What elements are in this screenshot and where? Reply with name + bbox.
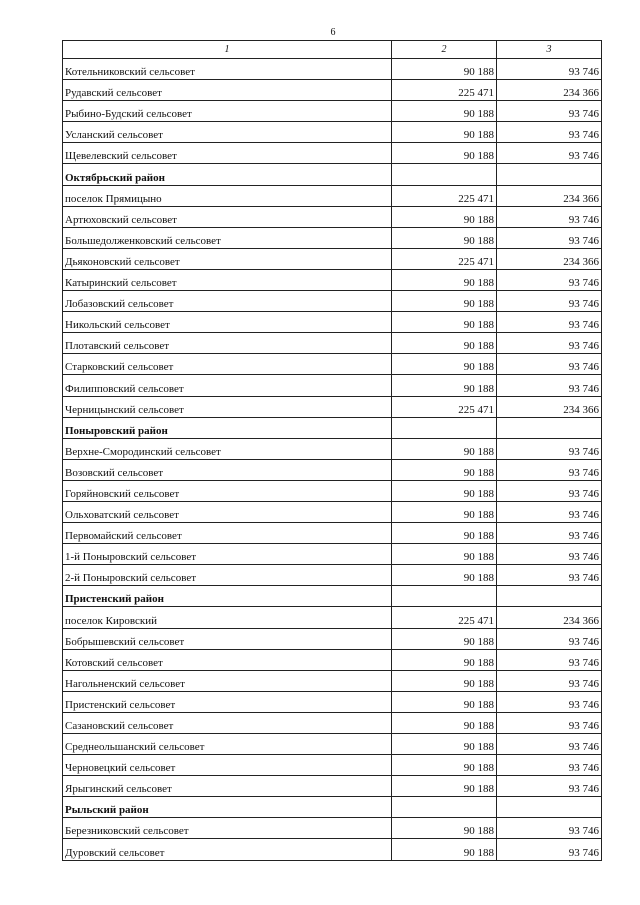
row-value-col3: 234 366 [497,185,602,206]
row-value-col2: 90 188 [392,459,497,480]
row-value-col3: 93 746 [497,565,602,586]
row-value-col3: 93 746 [497,480,602,501]
row-value-col3: 93 746 [497,227,602,248]
row-name-cell: Старковский сельсовет [63,354,392,375]
row-value-col2: 90 188 [392,628,497,649]
row-value-col2: 90 188 [392,649,497,670]
table-row [63,818,602,839]
row-value-col2: 90 188 [392,565,497,586]
row-value-col3 [497,586,602,607]
row-value-col3: 93 746 [497,755,602,776]
table-row [63,80,602,101]
row-value-col3: 93 746 [497,839,602,860]
header-row [63,41,602,59]
row-name-cell: Ольховатский сельсовет [63,501,392,522]
table-row [63,734,602,755]
row-value-col3: 93 746 [497,691,602,712]
row-value-col2: 90 188 [392,354,497,375]
row-value-col3: 93 746 [497,501,602,522]
row-name-cell: Пристенский сельсовет [63,691,392,712]
row-value-col3: 93 746 [497,354,602,375]
row-value-col3 [497,164,602,185]
column-header-3: 3 [497,41,602,59]
row-name-cell: Черновецкий сельсовет [63,755,392,776]
row-name-cell: Возовский сельсовет [63,459,392,480]
row-value-col2: 90 188 [392,480,497,501]
row-value-col3: 234 366 [497,396,602,417]
row-name-cell: Усланский сельсовет [63,122,392,143]
row-name-cell: Плотавский сельсовет [63,333,392,354]
row-value-col2 [392,797,497,818]
row-name-cell: Нагольненский сельсовет [63,670,392,691]
row-value-col2: 90 188 [392,59,497,80]
row-value-col2: 225 471 [392,396,497,417]
row-value-col3: 93 746 [497,269,602,290]
row-name-cell: Черницынский сельсовет [63,396,392,417]
row-value-col2: 225 471 [392,607,497,628]
row-name-cell: Горяйновский сельсовет [63,480,392,501]
row-value-col3: 93 746 [497,375,602,396]
row-value-col2: 90 188 [392,101,497,122]
row-value-col2: 225 471 [392,80,497,101]
row-value-col3 [497,797,602,818]
district-row [63,417,602,438]
row-value-col2: 90 188 [392,544,497,565]
row-name-cell: Лобазовский сельсовет [63,291,392,312]
row-value-col3: 93 746 [497,628,602,649]
table-row [63,776,602,797]
table-row [63,122,602,143]
row-value-col3: 93 746 [497,459,602,480]
row-value-col2: 90 188 [392,755,497,776]
row-value-col2: 90 188 [392,712,497,733]
column-header-2: 2 [392,41,497,59]
row-value-col2: 90 188 [392,670,497,691]
table-row [63,755,602,776]
district-row [63,164,602,185]
row-value-col2: 90 188 [392,501,497,522]
row-name-cell: Среднеольшанский сельсовет [63,734,392,755]
row-name-cell: Артюховский сельсовет [63,206,392,227]
table-row [63,523,602,544]
row-value-col2: 90 188 [392,375,497,396]
row-value-col3: 93 746 [497,122,602,143]
row-value-col2 [392,586,497,607]
row-value-col2: 90 188 [392,333,497,354]
row-value-col3: 93 746 [497,206,602,227]
row-value-col3: 93 746 [497,312,602,333]
row-value-col3: 93 746 [497,734,602,755]
row-name-cell: Филипповский сельсовет [63,375,392,396]
row-value-col2: 90 188 [392,818,497,839]
row-value-col2: 90 188 [392,691,497,712]
table-body [63,41,602,861]
row-name-cell: Рудавский сельсовет [63,80,392,101]
row-name-cell: Дуровский сельсовет [63,839,392,860]
table-row [63,206,602,227]
row-value-col3: 93 746 [497,544,602,565]
row-value-col2: 90 188 [392,523,497,544]
table-row [63,670,602,691]
row-name-cell: поселок Кировский [63,607,392,628]
row-value-col3: 93 746 [497,649,602,670]
row-name-cell: Октябрьский район [63,164,392,185]
row-name-cell: 1-й Поныровский сельсовет [63,544,392,565]
row-value-col3: 93 746 [497,101,602,122]
row-value-col3: 93 746 [497,438,602,459]
row-name-cell: Щевелевский сельсовет [63,143,392,164]
row-name-cell: Верхне-Смородинский сельсовет [63,438,392,459]
row-name-cell: Никольский сельсовет [63,312,392,333]
table-row [63,375,602,396]
table-row [63,269,602,290]
table-row [63,143,602,164]
row-value-col2: 90 188 [392,312,497,333]
row-value-col2: 90 188 [392,206,497,227]
row-value-col2: 90 188 [392,122,497,143]
table-row [63,501,602,522]
table-row [63,712,602,733]
row-value-col2: 90 188 [392,438,497,459]
row-value-col3: 93 746 [497,712,602,733]
row-value-col3 [497,417,602,438]
table-row [63,565,602,586]
row-value-col3: 93 746 [497,818,602,839]
row-name-cell: Поныровский район [63,417,392,438]
row-name-cell: Пристенский район [63,586,392,607]
table-row [63,354,602,375]
row-value-col3: 234 366 [497,248,602,269]
row-value-col2: 90 188 [392,734,497,755]
row-name-cell: Дьяконовский сельсовет [63,248,392,269]
table-row [63,396,602,417]
table-row [63,101,602,122]
table-row [63,480,602,501]
row-value-col2: 90 188 [392,776,497,797]
row-value-col2: 90 188 [392,143,497,164]
table-row [63,227,602,248]
district-row [63,797,602,818]
row-value-col3: 93 746 [497,291,602,312]
table-row [63,839,602,860]
row-name-cell: Рыбино-Будский сельсовет [63,101,392,122]
row-value-col3: 93 746 [497,776,602,797]
row-value-col3: 93 746 [497,333,602,354]
row-name-cell: 2-й Поныровский сельсовет [63,565,392,586]
row-name-cell: Сазановский сельсовет [63,712,392,733]
table-row [63,691,602,712]
row-value-col3: 93 746 [497,670,602,691]
row-name-cell: Котельниковский сельсовет [63,59,392,80]
page-number: 6 [330,27,336,38]
table-row [63,59,602,80]
row-value-col2 [392,164,497,185]
row-name-cell: Березниковский сельсовет [63,818,392,839]
row-value-col2: 225 471 [392,248,497,269]
row-value-col3: 93 746 [497,59,602,80]
table-row [63,649,602,670]
row-value-col2: 90 188 [392,839,497,860]
row-value-col2 [392,417,497,438]
column-header-1: 1 [63,41,392,59]
row-name-cell: Котовский сельсовет [63,649,392,670]
row-value-col3: 93 746 [497,143,602,164]
table-row [63,291,602,312]
district-row [63,586,602,607]
row-name-cell: Рыльский район [63,797,392,818]
row-value-col2: 90 188 [392,269,497,290]
row-name-cell: поселок Прямицыно [63,185,392,206]
row-name-cell: Бобрышевский сельсовет [63,628,392,649]
table-row [63,607,602,628]
row-value-col3: 234 366 [497,607,602,628]
table-row [63,248,602,269]
row-value-col3: 234 366 [497,80,602,101]
row-value-col2: 225 471 [392,185,497,206]
row-value-col2: 90 188 [392,291,497,312]
table-row [63,312,602,333]
table-row [63,459,602,480]
row-value-col3: 93 746 [497,523,602,544]
row-name-cell: Катыринский сельсовет [63,269,392,290]
row-name-cell: Первомайский сельсовет [63,523,392,544]
table-row [63,185,602,206]
row-value-col2: 90 188 [392,227,497,248]
row-name-cell: Большедолженковский сельсовет [63,227,392,248]
table-row [63,628,602,649]
row-name-cell: Ярыгинский сельсовет [63,776,392,797]
allocation-table [62,40,602,861]
table-row [63,544,602,565]
table-row [63,333,602,354]
table-row [63,438,602,459]
